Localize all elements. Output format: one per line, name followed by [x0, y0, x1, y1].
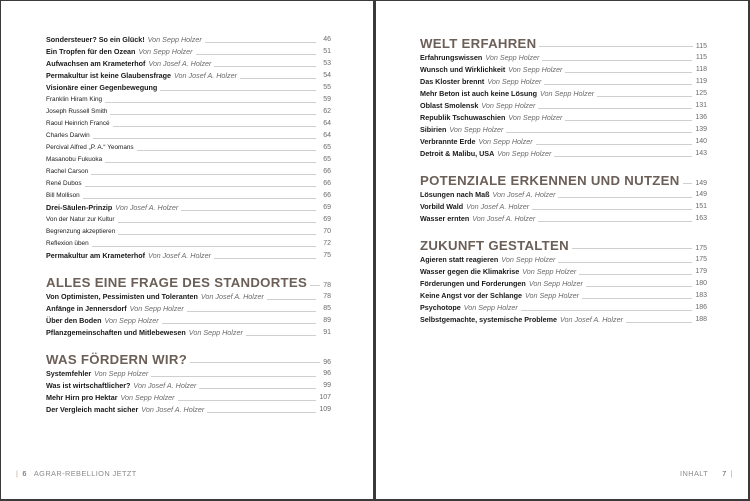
dot-leader — [532, 208, 692, 210]
entry-title: Wasser ernten — [420, 214, 470, 223]
toc-entry[interactable] — [46, 303, 331, 315]
dot-leader — [207, 411, 316, 413]
entry-author: Von Josef A. Holzer — [560, 315, 624, 324]
entry-author: Von Josef A. Holzer — [174, 71, 238, 80]
entry-author: Von Sepp Holzer — [540, 89, 595, 98]
page-number: 131 — [695, 102, 707, 109]
entry-title: Was ist wirtschaftlicher? — [46, 381, 131, 390]
entry-title: Von der Natur zur Kultur — [46, 216, 115, 223]
toc-entry[interactable] — [46, 380, 331, 392]
dot-leader — [110, 113, 316, 115]
entry-author: Von Sepp Holzer — [104, 316, 159, 325]
entry-author: Von Sepp Holzer — [508, 65, 563, 74]
toc-entry[interactable] — [46, 94, 331, 106]
page-number: 64 — [323, 120, 331, 127]
page-number: 118 — [695, 66, 707, 73]
dot-leader — [190, 362, 320, 363]
entry-title: Wunsch und Wirklichkeit — [420, 65, 506, 74]
dot-leader — [539, 46, 692, 47]
entry-title: Ein Tropfen für den Ozean — [46, 47, 136, 56]
toc-entry[interactable] — [46, 154, 331, 166]
toc-entry[interactable] — [46, 226, 331, 238]
toc-entry[interactable] — [46, 178, 331, 190]
toc-entry[interactable] — [46, 130, 331, 142]
dot-leader — [558, 196, 692, 198]
entry-author: Von Josef A. Holzer — [148, 251, 212, 260]
page-footer-right — [680, 469, 733, 478]
toc-entry[interactable] — [420, 290, 707, 302]
dot-leader — [558, 261, 692, 263]
section-title: ZUKUNFT GESTALTEN — [420, 238, 569, 253]
page-number: 51 — [323, 48, 331, 55]
entry-title: Begrenzung akzeptieren — [46, 228, 116, 235]
dot-leader — [554, 155, 692, 157]
entry-author: Von Josef A. Holzer — [141, 405, 205, 414]
dot-leader — [118, 221, 316, 223]
entry-author: Von Josef A. Holzer — [115, 203, 179, 212]
page-number: 46 — [323, 36, 331, 43]
toc-entry[interactable] — [420, 112, 707, 124]
toc-entry[interactable] — [46, 190, 331, 202]
entry-author: Von Josef A. Holzer — [148, 59, 212, 68]
page-number: 119 — [695, 78, 707, 85]
dot-leader — [214, 65, 316, 67]
page-number: 136 — [695, 114, 707, 121]
dot-leader — [310, 285, 320, 286]
dot-leader — [565, 71, 692, 73]
page-number: 179 — [695, 268, 707, 275]
entry-author: Von Sepp Holzer — [188, 328, 243, 337]
page-number: 183 — [695, 292, 707, 299]
toc-entry[interactable] — [46, 46, 331, 58]
toc-section-heading — [420, 171, 707, 188]
dot-leader — [196, 53, 316, 55]
entry-title: Über den Boden — [46, 316, 102, 325]
entry-title: Verbrannte Erde — [420, 137, 476, 146]
dot-leader — [214, 257, 316, 259]
toc-entry[interactable] — [420, 124, 707, 136]
footer-bar: | — [730, 469, 733, 478]
toc-entry[interactable] — [46, 327, 331, 339]
dot-leader — [181, 209, 316, 211]
page-number: 75 — [323, 252, 331, 259]
dot-leader — [118, 233, 316, 235]
section-title: WAS FÖRDERN WIR? — [46, 352, 188, 367]
page-number: 180 — [695, 280, 707, 287]
page-number: 139 — [695, 126, 707, 133]
page-number: 149 — [695, 180, 707, 187]
section-title: POTENZIALE ERKENNEN UND NUTZEN — [420, 173, 680, 188]
page-number: 55 — [323, 84, 331, 91]
toc-section-heading — [46, 350, 331, 367]
page-number: 65 — [323, 156, 331, 163]
page-number: 69 — [323, 216, 331, 223]
toc-entry[interactable] — [420, 314, 707, 326]
page-number: 70 — [323, 228, 331, 235]
toc-entry[interactable] — [420, 52, 707, 64]
page-number: 175 — [695, 245, 707, 252]
right-page — [376, 1, 748, 499]
toc-entry[interactable] — [420, 201, 707, 213]
page-footer-left — [16, 469, 137, 478]
toc-entry[interactable] — [46, 392, 331, 404]
entry-author: Von Sepp Holzer — [94, 369, 149, 378]
page-number: 140 — [695, 138, 707, 145]
page-number: 107 — [319, 394, 331, 401]
page-number: 163 — [695, 215, 707, 222]
page-number: 62 — [323, 108, 331, 115]
toc-entry[interactable] — [420, 100, 707, 112]
entry-title: Lösungen nach Maß — [420, 190, 490, 199]
toc-entry[interactable] — [46, 106, 331, 118]
page-number: 53 — [323, 60, 331, 67]
page-number: 78 — [323, 293, 331, 300]
dot-leader — [162, 322, 316, 324]
entry-title: Permakultur am Krameterhof — [46, 251, 146, 260]
toc-entry[interactable] — [46, 214, 331, 226]
entry-title: Von Optimisten, Pessimisten und Toleranten — [46, 292, 198, 301]
toc-entry[interactable] — [46, 70, 331, 82]
entry-author: Von Josef A. Holzer — [466, 202, 530, 211]
page-number: 115 — [695, 54, 707, 61]
page-number: 64 — [323, 132, 331, 139]
dot-leader — [544, 83, 692, 85]
toc-entry[interactable] — [420, 278, 707, 290]
dot-leader — [187, 310, 316, 312]
toc-list-right — [420, 34, 707, 326]
dot-leader — [199, 387, 316, 389]
dot-leader — [683, 183, 693, 184]
entry-author: Von Josef A. Holzer — [492, 190, 556, 199]
dot-leader — [538, 107, 692, 109]
toc-entry[interactable] — [420, 266, 707, 278]
section-title: ALLES EINE FRAGE DES STANDORTES — [46, 275, 308, 290]
toc-entry[interactable] — [46, 238, 331, 250]
footer-book-title: AGRAR-REBELLION JETZT — [33, 469, 137, 478]
entry-title: Erfahrungswissen — [420, 53, 483, 62]
entry-author: Von Sepp Holzer — [138, 47, 193, 56]
dot-leader — [521, 309, 692, 311]
toc-entry[interactable] — [420, 64, 707, 76]
toc-entry[interactable] — [46, 82, 331, 94]
footer-page-number: 7 — [722, 469, 727, 478]
toc-entry[interactable] — [420, 213, 707, 225]
footer-bar: | — [16, 469, 19, 478]
page-number: 175 — [695, 256, 707, 263]
entry-author: Von Sepp Holzer — [481, 101, 536, 110]
dot-leader — [536, 143, 692, 145]
dot-leader — [113, 125, 316, 127]
entry-author: Von Sepp Holzer — [485, 53, 540, 62]
entry-title: Mehr Beton ist auch keine Lösung — [420, 89, 538, 98]
entry-author: Von Sepp Holzer — [501, 255, 556, 264]
toc-section-heading — [420, 34, 707, 51]
page-number: 188 — [695, 316, 707, 323]
toc-entry[interactable] — [46, 404, 331, 416]
entry-title: Drei-Säulen-Prinzip — [46, 203, 113, 212]
dot-leader — [91, 173, 316, 175]
page-number: 149 — [695, 191, 707, 198]
dot-leader — [92, 245, 316, 247]
page-number: 54 — [323, 72, 331, 79]
page-number: 66 — [323, 180, 331, 187]
entry-author: Von Sepp Holzer — [508, 113, 563, 122]
entry-title: Rachel Carson — [46, 168, 89, 175]
page-number: 125 — [695, 90, 707, 97]
toc-section-heading — [420, 236, 707, 253]
toc-entry[interactable] — [46, 315, 331, 327]
page-number: 115 — [695, 43, 707, 50]
toc-entry[interactable] — [46, 142, 331, 154]
page-number: 96 — [323, 359, 331, 366]
dot-leader — [626, 321, 692, 323]
page-number: 91 — [323, 329, 331, 336]
toc-list-left — [46, 34, 331, 416]
entry-author: Von Sepp Holzer — [487, 77, 542, 86]
entry-title: Raoul Heinrich Francé — [46, 120, 110, 127]
page-number: 66 — [323, 192, 331, 199]
toc-entry[interactable] — [420, 88, 707, 100]
page-number: 96 — [323, 370, 331, 377]
entry-title: Reflexion üben — [46, 240, 89, 247]
page-number: 85 — [323, 305, 331, 312]
entry-title: Bill Mollison — [46, 192, 80, 199]
entry-author: Von Josef A. Holzer — [200, 292, 264, 301]
toc-entry[interactable] — [420, 76, 707, 88]
dot-leader — [597, 95, 692, 97]
toc-entry[interactable] — [420, 136, 707, 148]
entry-title: Sondersteuer? So ein Glück! — [46, 35, 145, 44]
entry-author: Von Josef A. Holzer — [133, 381, 197, 390]
dot-leader — [85, 185, 316, 187]
page-number: 72 — [323, 240, 331, 247]
entry-title: Detroit & Malibu, USA — [420, 149, 495, 158]
entry-author: Von Sepp Holzer — [497, 149, 552, 158]
dot-leader — [506, 131, 692, 133]
page-number: 143 — [695, 150, 707, 157]
page-number: 151 — [695, 203, 707, 210]
page-number: 89 — [323, 317, 331, 324]
page-number: 99 — [323, 382, 331, 389]
dot-leader — [93, 137, 316, 139]
dot-leader — [160, 89, 316, 91]
dot-leader — [137, 149, 316, 151]
entry-author: Von Sepp Holzer — [524, 291, 580, 300]
entry-title: Psychotope — [420, 303, 461, 312]
dot-leader — [565, 119, 692, 121]
entry-title: Franklin Hiram King — [46, 96, 103, 103]
toc-entry[interactable] — [420, 148, 707, 160]
entry-author: Von Sepp Holzer — [522, 267, 577, 276]
entry-author: Von Sepp Holzer — [120, 393, 175, 402]
dot-leader — [83, 197, 316, 199]
dot-leader — [586, 285, 692, 287]
page-number: 186 — [695, 304, 707, 311]
entry-title: Selbstgemachte, systemische Probleme — [420, 315, 558, 324]
dot-leader — [267, 298, 316, 300]
dot-leader — [582, 297, 692, 299]
section-title: WELT ERFAHREN — [420, 36, 537, 51]
entry-title: Joseph Russell Smith — [46, 108, 108, 115]
page-number: 59 — [323, 96, 331, 103]
entry-title: Pflanzgemeinschaften und Mitlebewesen — [46, 328, 186, 337]
toc-entry[interactable] — [46, 291, 331, 303]
left-page — [1, 1, 373, 499]
entry-author: Von Sepp Holzer — [129, 304, 184, 313]
dot-leader — [205, 41, 316, 43]
entry-title: Permakultur ist keine Glaubensfrage — [46, 71, 172, 80]
footer-section-label: INHALT — [680, 469, 709, 478]
toc-entry[interactable] — [420, 189, 707, 201]
toc-section-heading — [46, 273, 331, 290]
dot-leader — [542, 59, 692, 61]
dot-leader — [572, 248, 692, 249]
dot-leader — [178, 399, 316, 401]
entry-author: Von Josef A. Holzer — [472, 214, 536, 223]
toc-entry[interactable] — [46, 34, 331, 46]
page-number: 109 — [319, 406, 331, 413]
toc-entry[interactable] — [46, 202, 331, 214]
entry-title: Vorbild Wald — [420, 202, 464, 211]
entry-title: Agieren statt reagieren — [420, 255, 499, 264]
dot-leader — [579, 273, 692, 275]
page-number: 65 — [323, 144, 331, 151]
toc-entry[interactable] — [46, 58, 331, 70]
dot-leader — [538, 220, 692, 222]
entry-title: Charles Darwin — [46, 132, 90, 139]
entry-title: Keine Angst vor der Schlange — [420, 291, 522, 300]
entry-title: Oblast Smolensk — [420, 101, 479, 110]
toc-entry[interactable] — [46, 166, 331, 178]
entry-title: Sibirien — [420, 125, 447, 134]
page-number: 66 — [323, 168, 331, 175]
dot-leader — [240, 77, 316, 79]
entry-title: Visionäre einer Gegenbewegung — [46, 83, 158, 92]
entry-title: Förderungen und Forderungen — [420, 279, 526, 288]
entry-title: Mehr Hirn pro Hektar — [46, 393, 118, 402]
entry-title: Percival Alfred „P. A.“ Yeomans — [46, 144, 134, 151]
dot-leader — [151, 375, 316, 377]
entry-author: Von Sepp Holzer — [449, 125, 504, 134]
toc-entry[interactable] — [46, 368, 331, 380]
dot-leader — [246, 334, 316, 336]
entry-title: Aufwachsen am Krameterhof — [46, 59, 146, 68]
entry-title: René Dubos — [46, 180, 82, 187]
entry-author: Von Sepp Holzer — [478, 137, 533, 146]
dot-leader — [105, 101, 316, 103]
entry-title: Republik Tschuwaschien — [420, 113, 506, 122]
entry-title: Masanobu Fukuoka — [46, 156, 103, 163]
entry-title: Systemfehler — [46, 369, 92, 378]
toc-entry[interactable] — [46, 250, 331, 262]
toc-entry[interactable] — [420, 302, 707, 314]
entry-title: Der Vergleich macht sicher — [46, 405, 139, 414]
page-number: 69 — [323, 204, 331, 211]
entry-author: Von Sepp Holzer — [147, 35, 202, 44]
footer-page-number: 6 — [22, 469, 27, 478]
entry-title: Wasser gegen die Klimakrise — [420, 267, 520, 276]
entry-title: Anfänge in Jennersdorf — [46, 304, 127, 313]
toc-entry[interactable] — [420, 254, 707, 266]
page-number: 78 — [323, 282, 331, 289]
entry-author: Von Sepp Holzer — [528, 279, 583, 288]
entry-author: Von Sepp Holzer — [463, 303, 518, 312]
dot-leader — [105, 161, 316, 163]
toc-entry[interactable] — [46, 118, 331, 130]
entry-title: Das Kloster brennt — [420, 77, 485, 86]
